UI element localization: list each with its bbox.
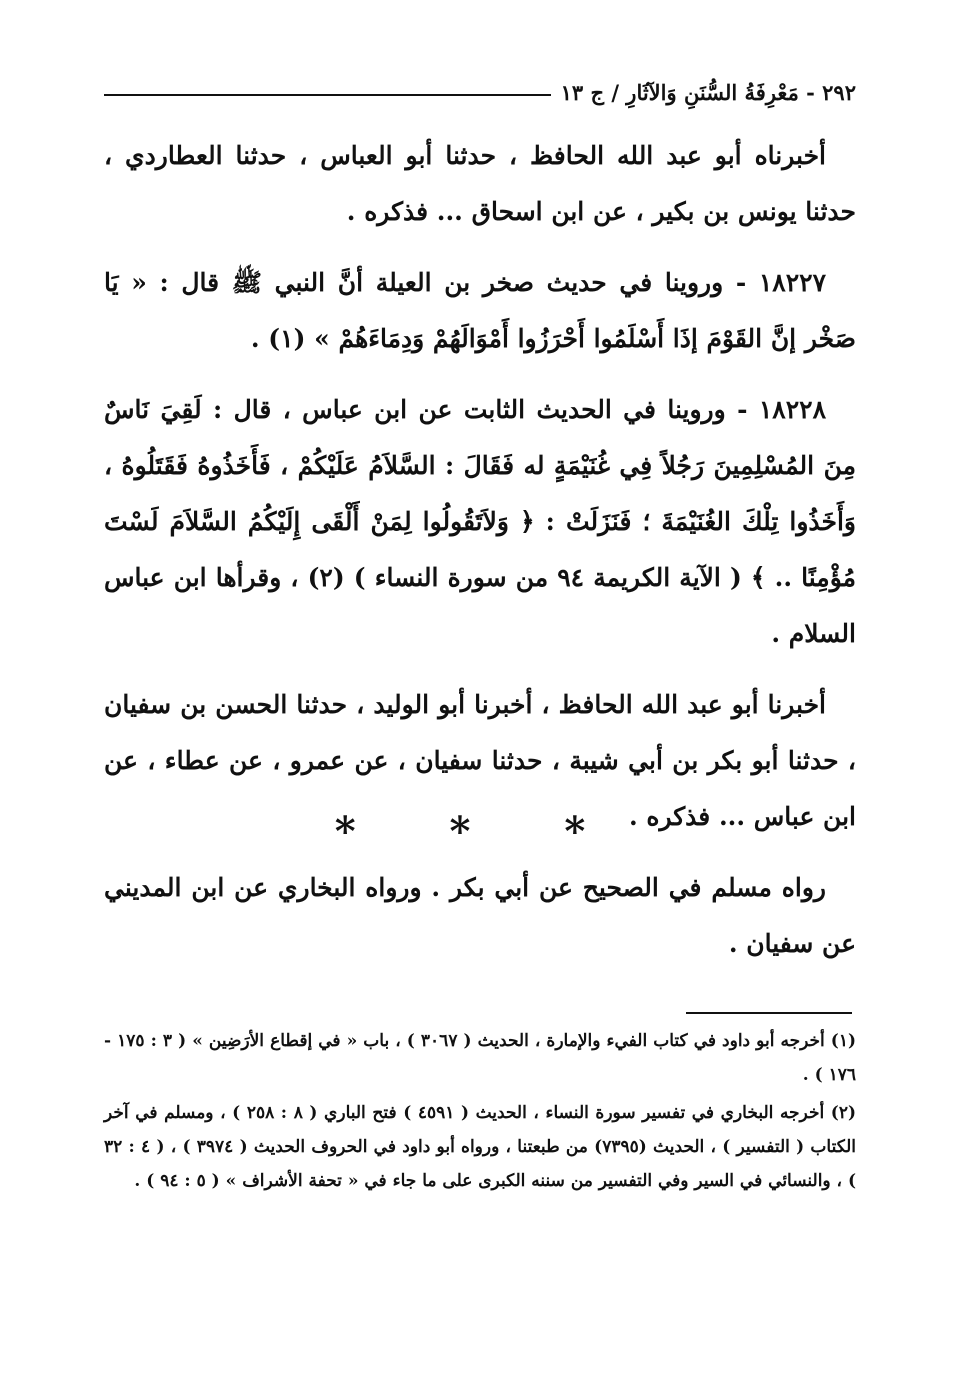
footnote-1: (١) أخرجه أبو داود في كتاب الفيء والإمارة ، الحديث ( ٣٠٦٧ ) ، باب « في إقطاع الأرَضِين » ( ٣ : ١٧٥ - ١٧٦ ) .: [104, 1031, 856, 1085]
paragraph-4-text: أخبرنا أبو عبد الله الحافظ ، أخبرنا أبو الوليد ، حدثنا الحسن بن سفيان ، حدثنا أبو بكر بن أبي شيبة ، حدثنا سفيان ، عن عمرو ، عن عطاء ، عن ابن عباس ... فذكره .: [104, 690, 856, 831]
paragraph-2-text: ١٨٢٢٧ - وروينا في حديث صخر بن العيلة أنَّ النبي ﷺ قال : « يَا صَخْر إنَّ القَوْمَ إذَا أَسْلَمُوا أَحْرَزُوا أَمْوَالَهُمْ وَدِمَاءَهُمْ » (١) .: [104, 268, 856, 353]
paragraph-3: [104, 382, 856, 662]
paragraph-5-text: رواه مسلم في الصحيح عن أبي بكر . ورواه البخاري عن ابن المديني عن سفيان .: [104, 873, 856, 958]
running-header: [104, 74, 856, 110]
paragraph-1-text: أخبرناه أبو عبد الله الحافظ ، حدثنا أبو العباس ، حدثنا العطاردي ، حدثنا يونس بن بكير ، عن ابن اسحاق ... فذكره .: [104, 141, 856, 226]
paragraph-5: [104, 860, 856, 972]
paragraph-3-text: ١٨٢٢٨ - وروينا في الحديث الثابت عن ابن عباس ، قال : لَقِيَ نَاسٌ مِنَ المُسْلِمِينَ رَجُلاً فِي غُنَيْمَةٍ له فَقَالَ : السَّلاَمُ عَلَيْكُمْ ، فَأَخَذُوهُ فَقَتَلُوهُ ، وَأَخَذُوا تِلْكَ الغُنَيْمَةَ ؛ فَنَزَلَتْ : ﴿ وَلاَتَقُولُوا لِمَنْ أَلْقَى إِلَيْكُمُ السَّلاَمَ لَسْتَ مُؤْمِنًا .. ﴾ ( الآية الكريمة ٩٤ من سورة النساء ) (٢) ، وقرأها ابن عباس السلام .: [104, 395, 856, 648]
header-rule: [104, 94, 551, 96]
paragraph-1: [104, 128, 856, 240]
footnote-rule: [686, 1012, 852, 1014]
main-text: [104, 128, 856, 987]
footnotes: [104, 1024, 856, 1202]
footnote-2: (٢) أخرجه البخاري في تفسير سورة النساء ، الحديث ( ٤٥٩١ ) فتح الباري ( ٨ : ٢٥٨ ) ، ومسلم في آخر الكتاب ( التفسير ) ، الحديث (٧٣٩٥) من طبعتنا ، ورواه أبو داود في الحروف الحديث ( ٣٩٧٤ ) ، ( ٤ : ٣٢ ) ، والنسائي في السير وفي التفسير من سننه الكبرى على ما جاء في « تحفة الأشراف » ( ٥ : ٩٤ ) .: [104, 1103, 857, 1191]
paragraph-2: [104, 255, 856, 367]
section-separator: * * *: [334, 808, 626, 855]
header-title: ٢٩٢ - مَعْرِفَةُ السُّنَنِ وَالآثَارِ / ج ١٣: [560, 79, 856, 105]
